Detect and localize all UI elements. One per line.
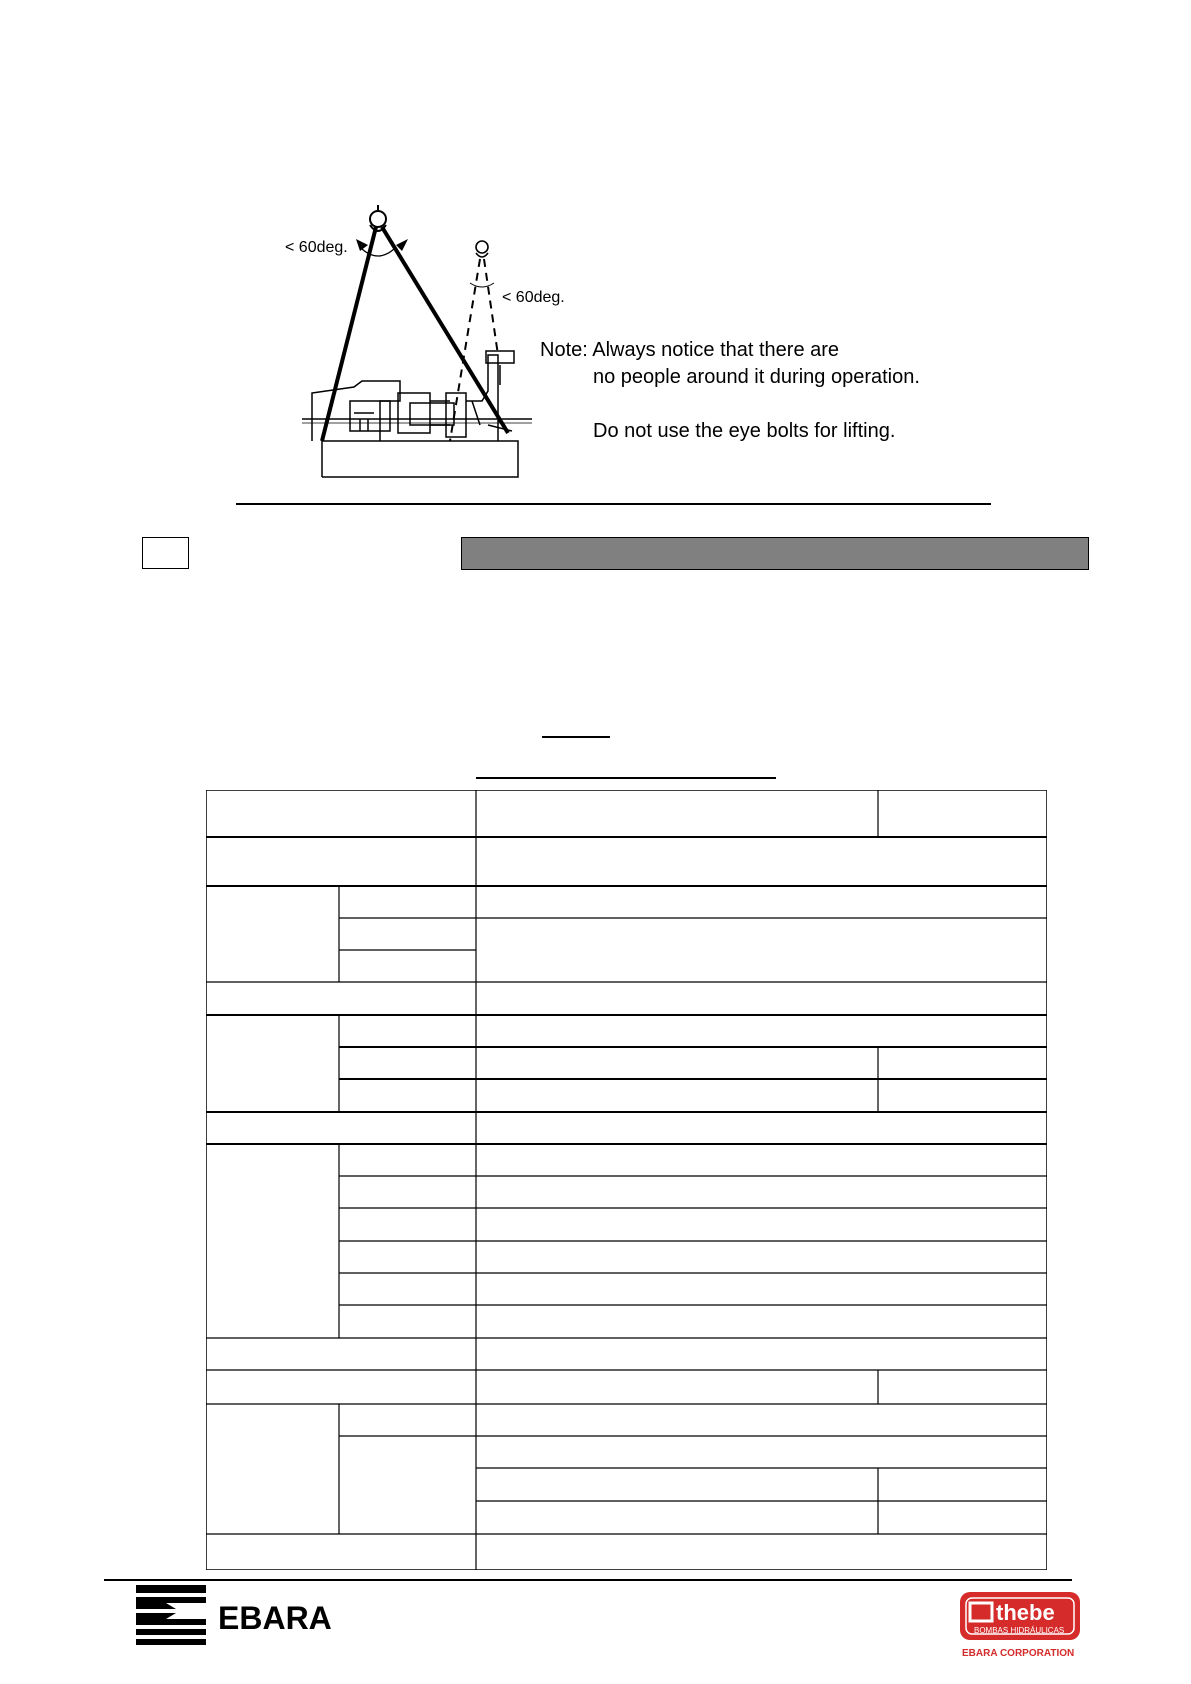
angle-label-secondary: < 60deg. bbox=[502, 289, 565, 306]
ebara-wordmark: EBARA bbox=[218, 1600, 332, 1636]
table-grid bbox=[206, 790, 1047, 1570]
footer-rule bbox=[104, 1579, 1072, 1581]
ebara-corporation-text: EBARA CORPORATION bbox=[962, 1648, 1075, 1659]
heading-underline-long bbox=[476, 777, 776, 779]
note-line-3: Do not use the eye bolts for lifting. bbox=[593, 420, 896, 442]
thebe-subtitle: BOMBAS HIDRÁULICAS bbox=[974, 1626, 1065, 1635]
sling-right bbox=[382, 227, 508, 433]
sling-dashed-right bbox=[484, 259, 498, 355]
thebe-brand-text: thebe bbox=[996, 1600, 1055, 1625]
crane-hook-small-icon bbox=[476, 241, 488, 257]
note-line-1: Note: Always notice that there are bbox=[540, 339, 840, 361]
thebe-logo-graphic bbox=[958, 1590, 1088, 1660]
sling-left bbox=[322, 227, 376, 441]
ebara-wave-icon bbox=[136, 1585, 206, 1645]
heading-underline-short bbox=[542, 736, 610, 738]
section-title-bar bbox=[461, 537, 1089, 570]
angle-label-main: < 60deg. bbox=[285, 239, 348, 256]
note-line-2: no people around it during operation. bbox=[593, 366, 920, 388]
section-number-box bbox=[142, 537, 189, 569]
section-divider bbox=[236, 503, 991, 505]
arrow-left-icon bbox=[356, 239, 368, 251]
specification-table bbox=[206, 790, 1047, 1570]
angle-arc bbox=[362, 249, 394, 256]
thebe-logo bbox=[958, 1590, 1088, 1660]
pump-outline bbox=[312, 351, 518, 477]
ebara-logo bbox=[136, 1585, 336, 1645]
